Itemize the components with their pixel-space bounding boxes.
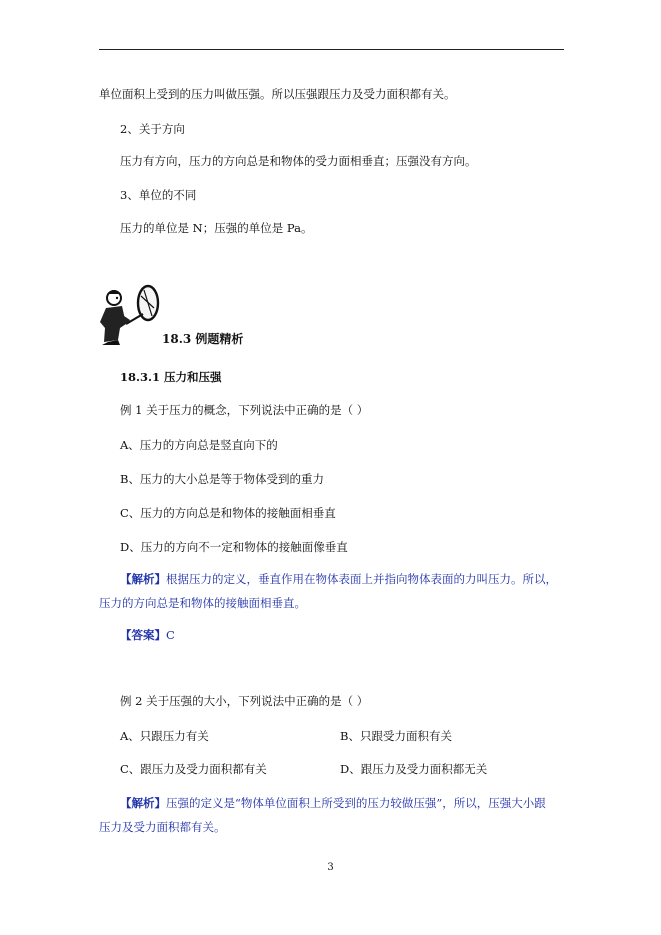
example1-question: 例 1 关于压力的概念，下列说法中正确的是（ ） (120, 403, 369, 417)
example2-option-c: C、跟压力及受力面积都有关 (120, 762, 267, 776)
header-rule (99, 49, 564, 50)
example2-analysis (120, 795, 546, 811)
example1-answer (120, 627, 175, 643)
example1-option-b: B、压力的大小总是等于物体受到的重力 (120, 472, 324, 486)
example2-analysis-cont: 压力及受力面积都有关。 (99, 820, 226, 834)
analysis-text: 压强的定义是“物体单位面积上所受到的压力较做压强”，所以，压强大小跟 (166, 796, 546, 810)
analysis-tag: 【解析】 (120, 796, 166, 810)
direction-title: 2、关于方向 (120, 122, 185, 136)
example1-analysis (120, 571, 557, 587)
unit-text: 压力的单位是 N；压强的单位是 Pa。 (120, 221, 313, 235)
answer-value: C (166, 628, 175, 642)
example2-option-a: A、只跟压力有关 (120, 729, 209, 743)
intro-text: 单位面积上受到的压力叫做压强。所以压强跟压力及受力面积都有关。 (99, 87, 456, 101)
person-with-magnifier-icon (96, 284, 166, 346)
direction-text: 压力有方向，压力的方向总是和物体的受力面相垂直；压强没有方向。 (120, 154, 477, 168)
analysis-text: 根据压力的定义，垂直作用在物体表面上并指向物体表面的力叫压力。所以， (166, 572, 557, 586)
section-heading: 18.3 例题精析 (162, 332, 244, 346)
analysis-tag: 【解析】 (120, 572, 166, 586)
answer-tag: 【答案】 (120, 628, 166, 642)
example1-option-a: A、压力的方向总是竖直向下的 (120, 438, 278, 452)
subsection-heading: 18.3.1 压力和压强 (120, 370, 222, 384)
example1-option-c: C、压力的方向总是和物体的接触面相垂直 (120, 506, 336, 520)
example2-option-b: B、只跟受力面积有关 (340, 729, 452, 743)
example1-analysis-cont: 压力的方向总是和物体的接触面相垂直。 (99, 596, 306, 610)
page-number: 3 (327, 862, 334, 873)
example2-option-d: D、跟压力及受力面积都无关 (340, 762, 488, 776)
example1-option-d: D、压力的方向不一定和物体的接触面像垂直 (120, 540, 348, 554)
unit-title: 3、单位的不同 (120, 188, 197, 202)
example2-question: 例 2 关于压强的大小，下列说法中正确的是（ ） (120, 694, 369, 708)
